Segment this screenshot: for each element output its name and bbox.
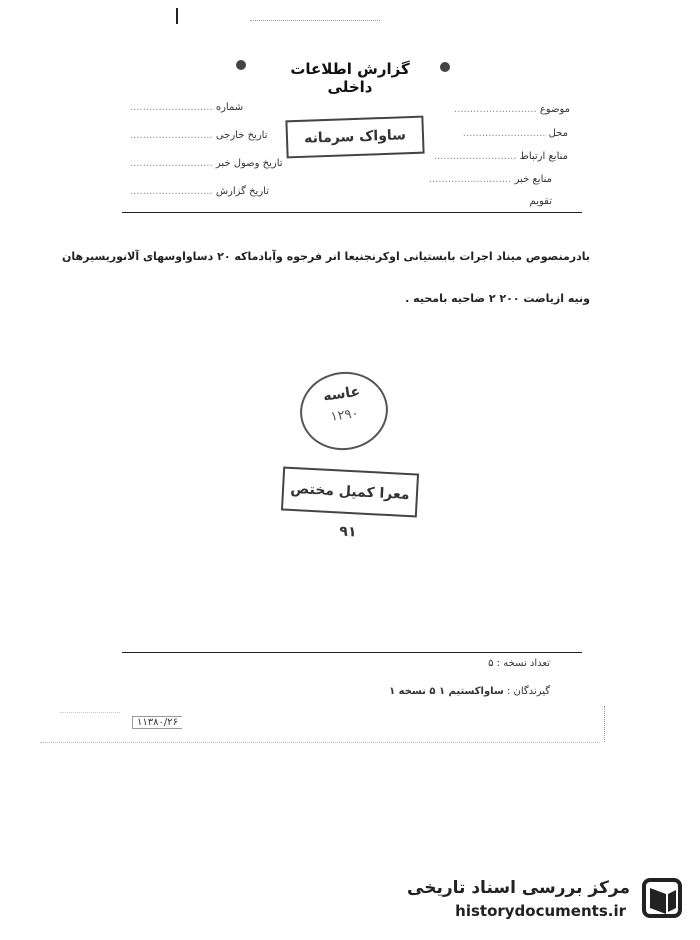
report-title: گزارش اطلاعات داخلی xyxy=(290,60,410,96)
round-stamp-line-1: عاسه xyxy=(322,383,362,405)
round-stamp xyxy=(295,366,393,455)
recipients: گیرندگان : ساواکستیم ۱ ۵ نسخه ۱ xyxy=(389,686,550,697)
field-contact-source: منابع ارتباط .......................... xyxy=(433,151,568,162)
bleed-through-line xyxy=(40,742,600,744)
round-stamp-line-2: ۱۲۹۰ xyxy=(329,406,360,425)
scan-artifact xyxy=(176,8,178,24)
field-place: محل .......................... xyxy=(462,128,568,139)
archive-logo-name: مرکز بررسی اسناد تاریخی xyxy=(407,878,630,898)
field-report-date: تاریخ گزارش .......................... xyxy=(130,186,269,197)
reference-number: ۱۱۳۸۰/۲۶ xyxy=(132,716,182,729)
header-rule xyxy=(122,212,582,213)
field-external-date: تاریخ خارجی .......................... xyxy=(130,130,268,141)
top-stamp: ساواک سرمانه xyxy=(285,116,424,159)
footer-rule xyxy=(122,652,582,653)
field-news-source: منابع خبر .......................... xyxy=(428,174,552,185)
bleed-through-line-2 xyxy=(60,712,120,714)
book-icon xyxy=(636,874,688,922)
copies-count: تعداد نسخه : ۵ xyxy=(488,658,550,669)
field-receive-date: تاریخ وصول خبر .......................... xyxy=(130,158,283,169)
bottom-stamp: معرا کمیل مختص ۹۱ xyxy=(281,466,419,517)
bullet-left xyxy=(236,60,246,70)
margin-mark xyxy=(604,706,607,742)
field-number: شماره .......................... xyxy=(130,102,244,113)
body-line-1: بادرمنصوص میناد اجرات بابستیانی اوکرنجنیعا انر فرجوه وآبادماکه ۲۰ دساواوسهای آلانوریسیرهان xyxy=(61,250,590,263)
bullet-right xyxy=(440,62,450,72)
archive-logo xyxy=(407,868,692,928)
archive-logo-url: historydocuments.ir xyxy=(455,902,626,920)
field-calendar: تقویم xyxy=(529,196,552,207)
body-line-2: ونیه ازیاضت ۲۰۰ ۲ ضاحیه بامحیه . xyxy=(405,292,590,305)
field-subject: موضوع .......................... xyxy=(454,104,570,115)
scan-artifact-2 xyxy=(250,20,380,22)
